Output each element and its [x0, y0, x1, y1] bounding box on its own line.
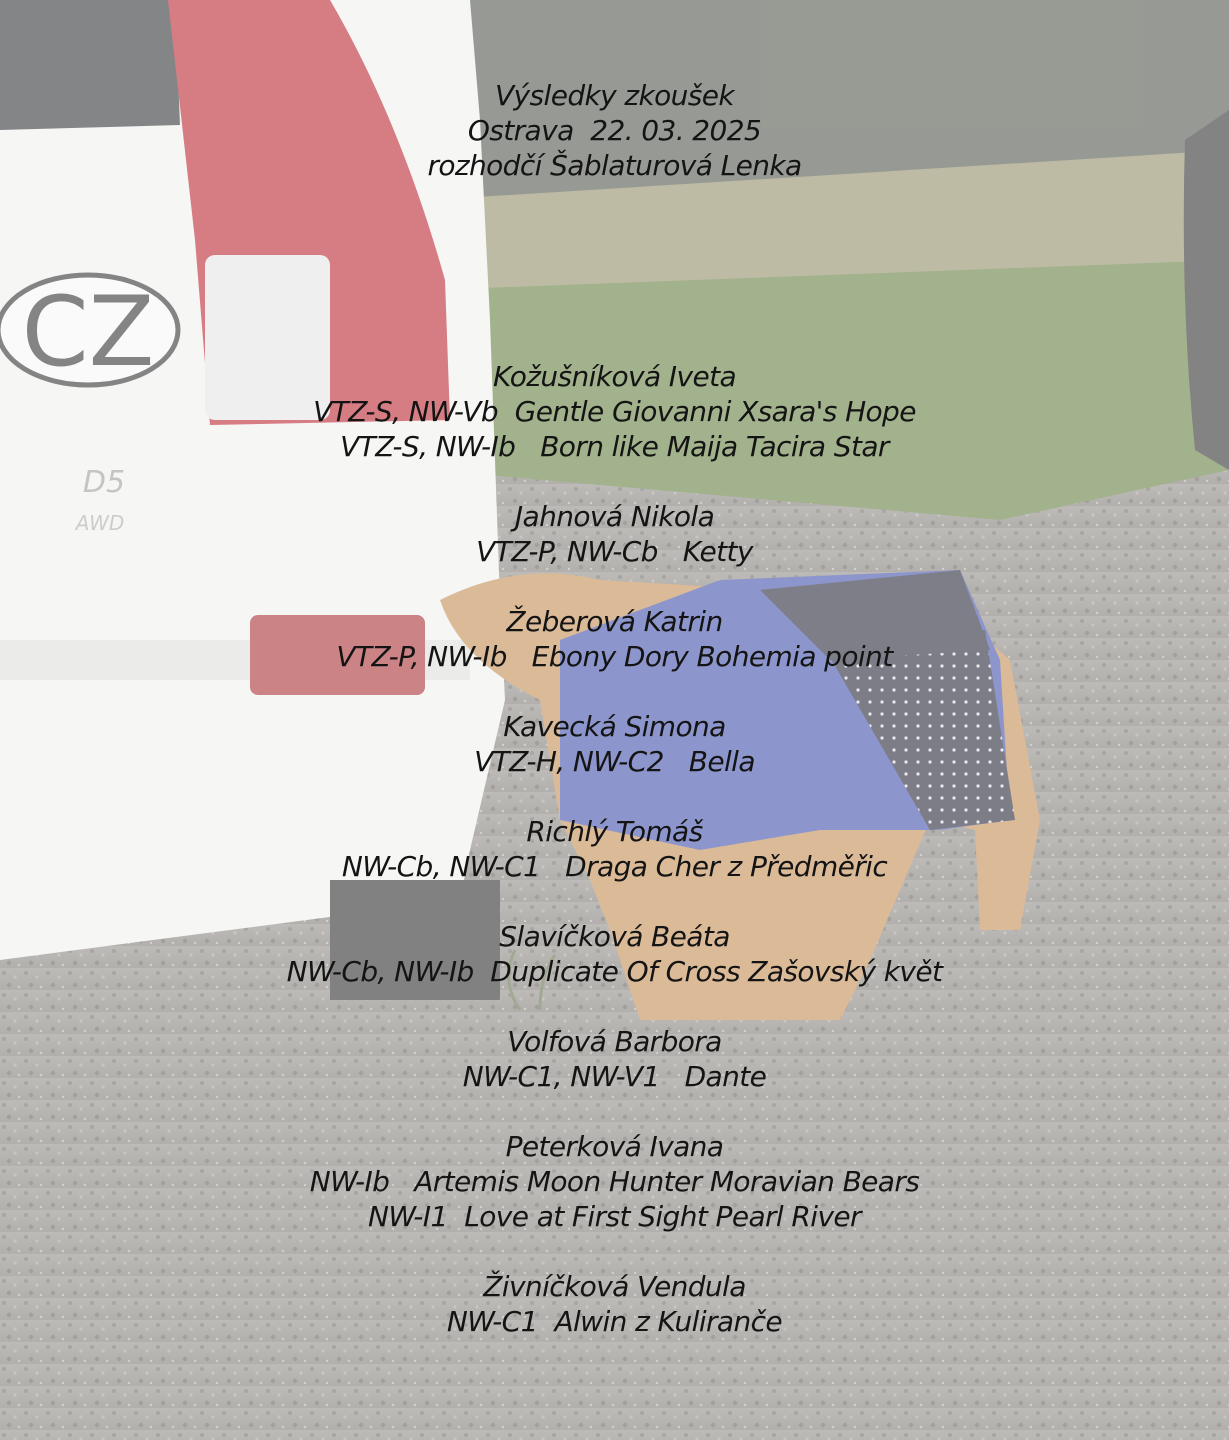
result-line: VTZ-S, NW-Vb Gentle Giovanni Xsara's Hope: [313, 395, 916, 428]
result-entry: [0, 919, 1229, 989]
model-badge: D5: [82, 465, 126, 500]
result-entry: [0, 604, 1229, 674]
result-line: NW-Cb, NW-Ib Duplicate Of Cross Zašovský květ: [286, 955, 943, 988]
results-header: [0, 78, 1229, 183]
result-line: NW-Ib Artemis Moon Hunter Moravian Bears: [309, 1165, 920, 1198]
handler-name: Richlý Tomáš: [526, 815, 703, 848]
judge-line: rozhodčí Šablaturová Lenka: [427, 149, 802, 182]
handler-name: Slavíčková Beáta: [499, 920, 730, 953]
result-entry: [0, 1269, 1229, 1339]
handler-name: Kožušníková Iveta: [492, 360, 737, 393]
result-entry: [0, 1129, 1229, 1234]
result-line: VTZ-P, NW-Ib Ebony Dory Bohemia point: [336, 640, 893, 673]
cz-badge-text: CZ: [21, 276, 155, 388]
drive-badge: AWD: [75, 511, 125, 535]
handler-name: Jahnová Nikola: [514, 500, 715, 533]
result-line: VTZ-S, NW-Ib Born like Maija Tacira Star: [340, 430, 889, 463]
handler-name: Peterková Ivana: [505, 1130, 724, 1163]
result-line: NW-C1, NW-V1 Dante: [462, 1060, 767, 1093]
result-line: NW-I1 Love at First Sight Pearl River: [368, 1200, 861, 1233]
results-title: Výsledky zkoušek: [495, 79, 734, 112]
results-text: [0, 78, 1229, 1374]
handler-name: Živníčková Vendula: [483, 1270, 746, 1303]
result-line: VTZ-H, NW-C2 Bella: [474, 745, 755, 778]
handler-name: Žeberová Katrin: [506, 605, 723, 638]
result-line: NW-Cb, NW-C1 Draga Cher z Předměřic: [341, 850, 888, 883]
result-entry: [0, 709, 1229, 779]
result-entry: [0, 359, 1229, 464]
result-line: VTZ-P, NW-Cb Ketty: [476, 535, 753, 568]
result-entry: [0, 814, 1229, 884]
result-line: NW-C1 Alwin z Kuliranče: [446, 1305, 783, 1338]
result-entry: [0, 1024, 1229, 1094]
place-date: Ostrava 22. 03. 2025: [467, 114, 762, 147]
handler-name: Volfová Barbora: [507, 1025, 722, 1058]
result-entry: [0, 499, 1229, 569]
handler-name: Kavecká Simona: [503, 710, 726, 743]
